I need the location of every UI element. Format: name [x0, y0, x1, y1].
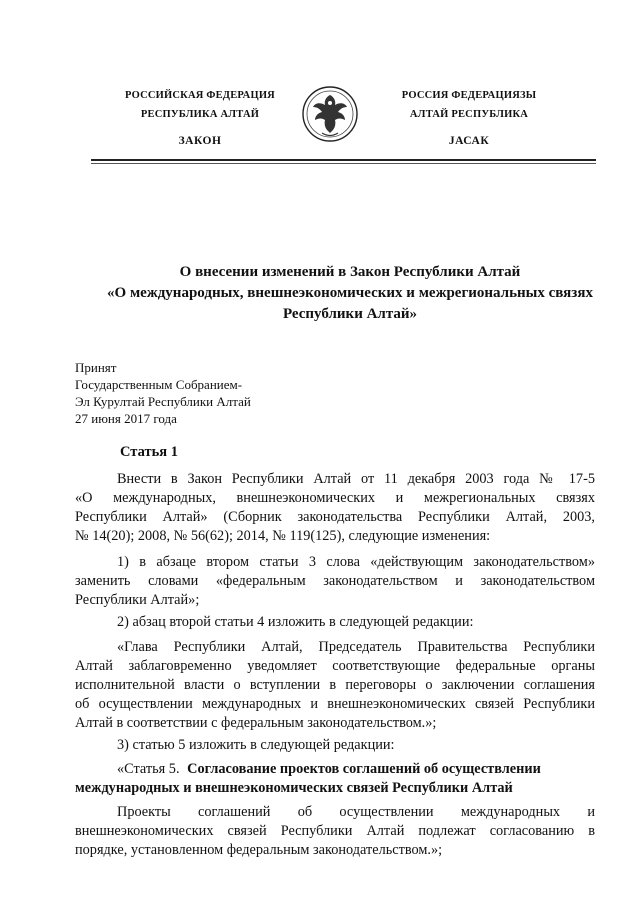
header-divider-thin — [91, 163, 596, 164]
body-line: «О международных, внешнеэкономических и межрегиональных связях — [75, 490, 595, 506]
body-line: внешнеэкономических связей Республики Алтай подлежат согласованию в — [75, 823, 595, 839]
body-line: Проекты соглашений об осуществлении международных и — [117, 804, 595, 820]
body-line: Республики Алтай» (Сборник законодательства Республики Алтай, 2003, — [75, 509, 595, 525]
law-title-line-3: Республики Алтай» — [282, 306, 418, 322]
quoted-article-title: Согласование проектов соглашений об осуществлении — [187, 761, 541, 777]
body-line: порядке, установленном федеральным законодательством.»; — [75, 842, 443, 858]
header-right-law: JАСАК — [448, 135, 490, 147]
body-line-article-5 — [117, 760, 595, 779]
law-title-line-1: О внесении изменений в Закон Республики Алтай — [179, 264, 521, 280]
body-line: 2) абзац второй статьи 4 изложить в следующей редакции: — [117, 614, 474, 630]
header-left-republic: РЕСПУБЛИКА АЛТАЙ — [140, 109, 260, 120]
body-line: № 14(20); 2008, № 56(62); 2014, № 119(125), следующие изменения: — [75, 528, 491, 544]
quoted-article-number: «Статья 5. — [117, 761, 180, 777]
adopted-line-2: Государственным Собранием- — [75, 377, 243, 392]
coat-of-arms-icon — [300, 83, 360, 145]
header-right-country: РОССИЯ ФЕДЕРАЦИЯЗЫ — [401, 90, 537, 101]
body-line: Внести в Закон Республики Алтай от 11 декабря 2003 года № 17-5 — [117, 471, 595, 487]
header-left-law: ЗАКОН — [178, 135, 222, 147]
body-line: международных и внешнеэкономических связей Республики Алтай — [75, 780, 513, 796]
adopted-line-1: Принят — [75, 360, 117, 375]
body-line: Алтай в соответствии с федеральным законодательством.»; — [75, 715, 437, 731]
header-divider-thick — [91, 159, 596, 161]
header-right-republic: АЛТАЙ РЕСПУБЛИКА — [409, 109, 529, 120]
body-line: исполнительной власти о вступлении в переговоры о заключении соглашения — [75, 677, 595, 693]
adopted-line-3: Эл Курултай Республики Алтай — [75, 394, 251, 409]
law-title-line-2: «О международных, внешнеэкономических и межрегиональных связях — [107, 285, 593, 301]
article-heading: Статья 1 — [120, 444, 178, 460]
header-left-country: РОССИЙСКАЯ ФЕДЕРАЦИЯ — [125, 90, 275, 101]
body-line: заменить словами «федеральным законодательством и законодательством — [75, 573, 595, 589]
body-line: об осуществлении международных и внешнеэкономических связей Республики — [75, 696, 595, 712]
body-line: «Глава Республики Алтай, Председатель Правительства Республики — [117, 639, 595, 655]
adopted-date: 27 июня 2017 года — [75, 411, 177, 426]
body-line: 3) статью 5 изложить в следующей редакции: — [117, 737, 395, 753]
body-line: Алтай заблаговременно уведомляет соответствующие федеральные органы — [75, 658, 595, 674]
body-line: 1) в абзаце втором статьи 3 слова «действующим законодательством» — [117, 554, 595, 570]
body-line: Республики Алтай»; — [75, 592, 200, 608]
